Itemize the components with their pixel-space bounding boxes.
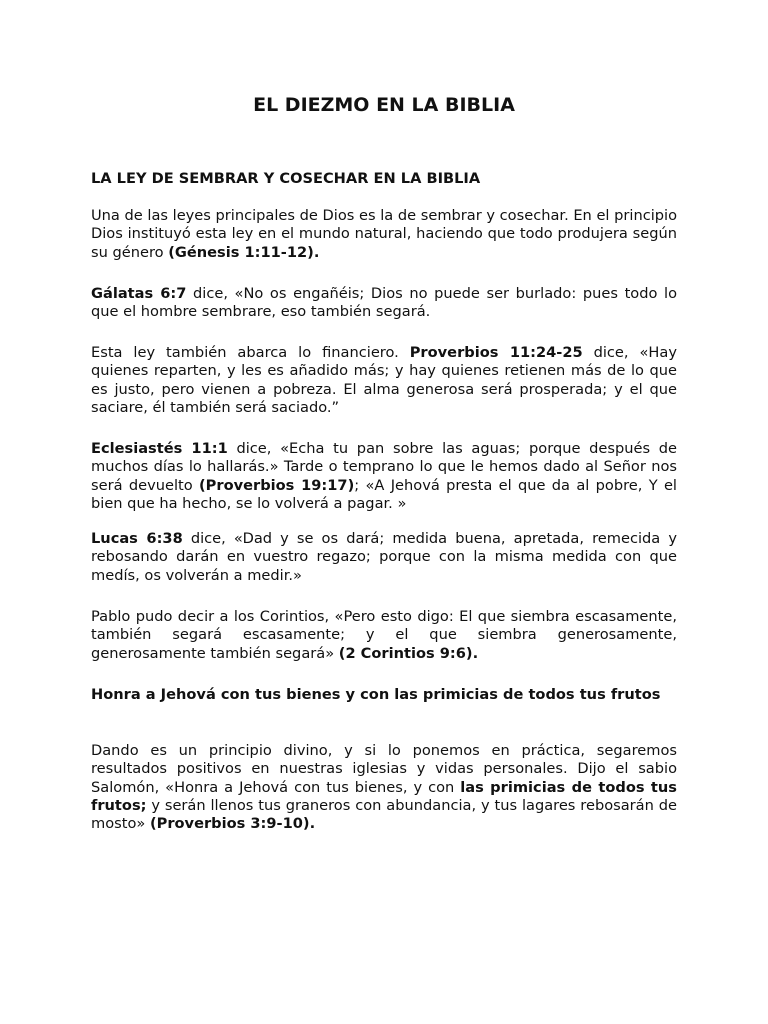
- paragraph-galatas: [91, 285, 677, 322]
- paragraph-proverbios-3: [91, 742, 677, 833]
- paragraph-text: Pablo pudo decir a los Corintios, «Pero esto digo: El que siembra escasamente, también segará escasamente; y el que siembra generosamente, generosamente también segará»: [91, 608, 677, 662]
- paragraph-text: Esta ley también abarca lo financiero.: [91, 344, 410, 361]
- bible-reference: Lucas 6:38: [91, 530, 183, 547]
- bible-reference: (Génesis 1:11-12).: [168, 243, 320, 261]
- paragraph-corintios: [91, 608, 677, 663]
- bible-reference: Gálatas 6:7: [91, 285, 187, 302]
- paragraph-text: dice, «Hay quienes reparten, y les es añadido más; y hay quienes retienen más de lo que es justo, pero vienen a pobreza. El alma generosa será prosperada; y el que saciare, él también será saciado.”: [91, 344, 677, 416]
- paragraph-lucas: [91, 530, 677, 585]
- paragraph-genesis: [91, 207, 677, 262]
- paragraph-text: Dando es un principio divino, y si lo ponemos en práctica, segaremos resultados positivos en nuestras iglesias y vidas personales. Dijo el sabio Salomón, «Honra a Jehová con tus bienes, y con: [91, 742, 677, 796]
- paragraph-eclesiastes: [91, 440, 677, 513]
- bible-reference: (Proverbios 19:17): [199, 476, 355, 494]
- section-heading-sembrar-cosechar: LA LEY DE SEMBRAR Y COSECHAR EN LA BIBLIA: [91, 170, 481, 187]
- bible-reference: Proverbios 11:24-25: [409, 344, 583, 361]
- paragraph-text: dice, «Echa tu pan sobre las aguas; porque después de muchos días lo hallarás.» Tarde o temprano lo que le hemos dado al Señor nos será devuelto: [91, 440, 678, 494]
- paragraph-text: dice, «No os engañéis; Dios no puede ser burlado: pues todo lo que el hombre sembrare, eso también segará.: [91, 285, 678, 321]
- bible-reference: (Proverbios 3:9-10).: [149, 815, 316, 833]
- emphasized-text: las primicias de todos tus frutos;: [91, 778, 677, 814]
- paragraph-text: dice, «Dad y se os dará; medida buena, apretada, remecida y rebosando darán en vuestro regazo; porque con la misma medida con que medís, os volverán a medir.»: [91, 530, 677, 584]
- paragraph-text: ; «A Jehová presta el que da al pobre, Y el bien que ha hecho, se lo volverá a pagar. »: [91, 476, 677, 512]
- section-heading-honra-jehova: Honra a Jehová con tus bienes y con las primicias de todos tus frutos: [91, 686, 661, 703]
- bible-reference: Eclesiastés 11:1: [91, 440, 228, 457]
- paragraph-proverbios-11: [91, 344, 677, 417]
- document-title: EL DIEZMO EN LA BIBLIA: [253, 94, 515, 116]
- paragraph-text: Una de las leyes principales de Dios es la de sembrar y cosechar. En el principio Dios instituyó esta ley en el mundo natural, haciendo que todo produjera según su género: [91, 207, 678, 261]
- bible-reference: (2 Corintios 9:6).: [338, 644, 479, 662]
- paragraph-text: y serán llenos tus graneros con abundancia, y tus lagares rebosarán de mosto»: [91, 796, 677, 833]
